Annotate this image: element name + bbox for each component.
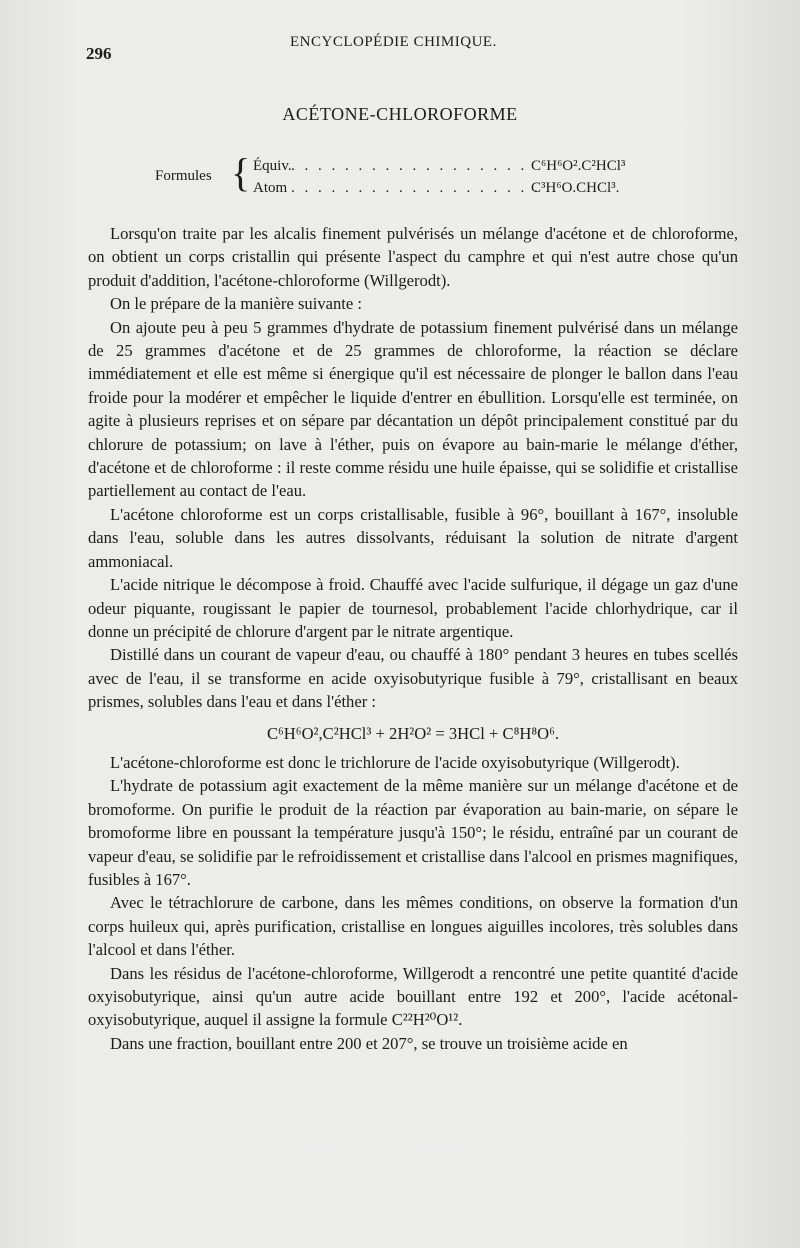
formula-value: C³H⁶O.CHCl³. (531, 180, 620, 196)
paragraph: On le prépare de la manière suivante : (110, 294, 363, 314)
paragraph: Distillé dans un courant de vapeur d'eau, ou chauffé à 180° pendant 3 heures en tubes scellés avec de l'eau, il se transforme en acide oxyisobutyrique fusible à 79°, cristallisant en beaux prismes, solubles dans l'eau et dans l'éther : (88, 645, 738, 712)
formula-leader-dots: . . . . . . . . . . . . . . . . . . . (291, 180, 541, 196)
paragraph: L'acétone chloroforme est un corps cristallisable, fusible à 96°, bouillant à 167°, insoluble dans l'eau, soluble dans les autres dissolvants, réduisant la solution de nitrate d'argent ammoniacal. (88, 504, 738, 571)
chemical-equation: C⁶H⁶O²,C²HCl³ + 2H²O² = 3HCl + C⁸H⁸O⁶. (266, 723, 560, 743)
paragraph: Dans une fraction, bouillant entre 200 et 207°, se trouve un troisième acide en (110, 1033, 628, 1053)
paragraph: Avec le tétrachlorure de carbone, dans les mêmes conditions, on observe la formation d'un corps huileux qui, après purification, cristallise en longues aiguilles incolores, très solubles dans l'alcool et dans l'éther. (88, 893, 738, 960)
formula-name: Atom (253, 180, 288, 196)
paragraph: L'hydrate de potassium agit exactement de la même manière sur un mélange d'acétone et de bromoforme. On purifie le produit de la réaction par évaporation au bain-marie, on sépare le bromoforme libre en poussant la température jusqu'à 150°; le résidu, entraîné par un courant de vapeur d'eau, se solidifie par le refroidissement et cristallise dans l'alcool en prismes magnifiques, fusibles à 167°. (88, 776, 738, 889)
paragraph: Lorsqu'on traite par les alcalis finement pulvérisés un mélange d'acétone et de chloroforme, on obtient un corps cristallin qui présente l'aspect du camphre et qui n'est autre chose qu'un produit d'addition, l'acétone-chloroforme (Willgerodt). (88, 224, 738, 290)
paragraph: Dans les résidus de l'acétone-chloroforme, Willgerodt a rencontré une petite quantité d'acide oxyisobutyrique, ainsi qu'un autre acide bouillant entre 192 et 200°, l'acide acétonal-oxyisobutyrique, auquel il assigne la formule C²²H²⁰O¹². (88, 963, 738, 1030)
formulas-label: Formules (155, 168, 212, 184)
formula-row (253, 180, 773, 197)
paragraph: L'acétone-chloroforme est donc le trichlorure de l'acide oxyisobutyrique (Willgerodt). (110, 752, 680, 772)
formula-leader-dots: . . . . . . . . . . . . . . . . . . (291, 158, 528, 174)
paragraph: On ajoute peu à peu 5 grammes d'hydrate de potassium finement pulvérisé dans un mélange de 25 grammes d'acétone et de 25 grammes de chloroforme, la réaction se déclare immédiatement et elle est même si énergique qu'il est nécessaire de plonger le ballon dans l'eau froide pour la modérer et empêcher le liquide d'entrer en ébullition. Lorsqu'elle est terminée, on agite à plusieurs reprises et on sépare par décantation un dépôt principalement constitué par du chlorure de potassium; on lave à l'éther, puis on évapore au bain-marie le mélange d'éther, d'acétone et de chloroforme : il reste comme résidu une huile épaisse, qui se solidifie et cristallise partiellement au contact de l'eau. (88, 317, 738, 501)
brace-glyph: { (231, 150, 251, 195)
running-header: ENCYCLOPÉDIE CHIMIQUE. (290, 34, 497, 50)
section-title: ACÉTONE-CHLOROFORME (282, 104, 518, 124)
formula-value: C⁶H⁶O².C²HCl³ (531, 158, 626, 174)
formula-row (253, 158, 773, 175)
page-number: 296 (86, 44, 112, 63)
paragraph: L'acide nitrique le décompose à froid. Chauffé avec l'acide sulfurique, il dégage un gaz d'une odeur piquante, rougissant le papier de tournesol, probablement l'acide chlorhydrique, car il donne un précipité de chlorure d'argent par le nitrate argentique. (88, 575, 738, 641)
formula-name: Équiv. (253, 158, 292, 174)
body-text (88, 222, 738, 1055)
formulas-block (155, 150, 755, 210)
